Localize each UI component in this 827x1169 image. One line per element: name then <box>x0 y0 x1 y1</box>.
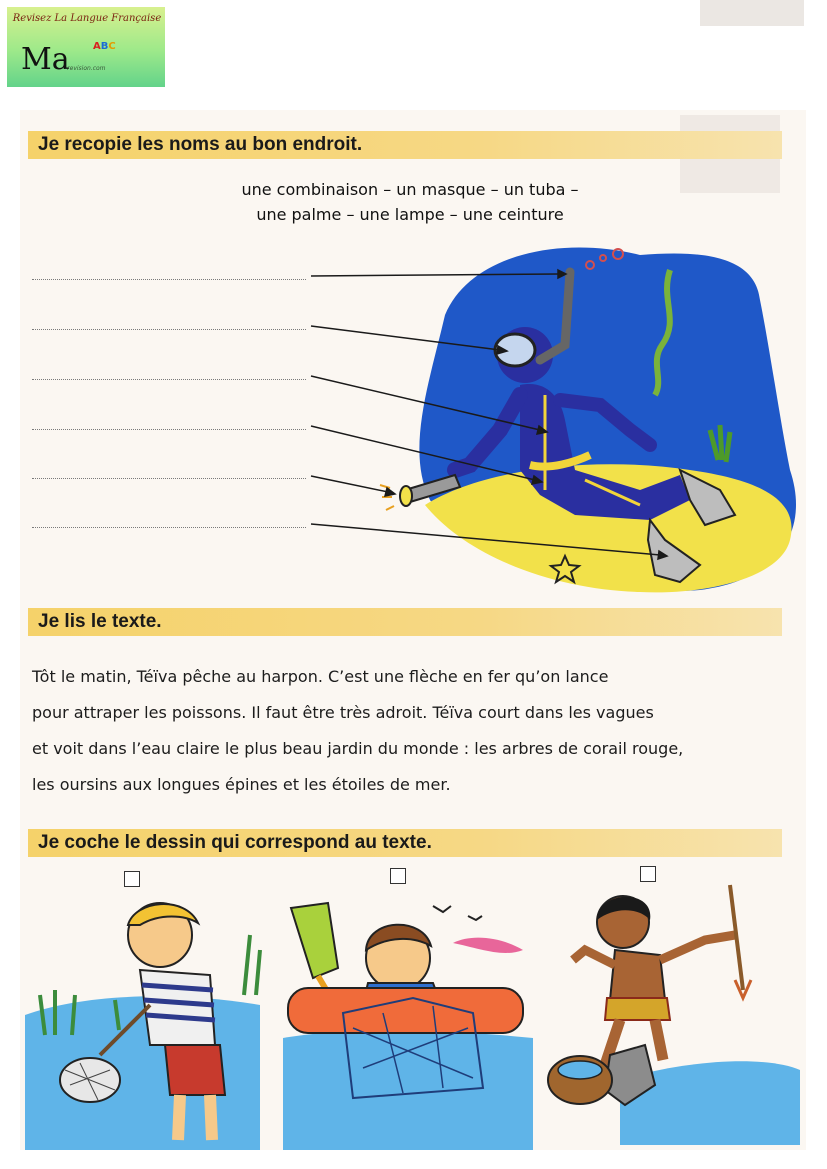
section-title-match: Je coche le dessin qui correspond au texte. <box>28 829 782 857</box>
reading-line-2: pour attraper les poissons. Il faut être très adroit. Téïva court dans les vagues <box>32 703 654 722</box>
boy-in-boat-illustration[interactable] <box>283 888 533 1150</box>
logo-letter-a: A <box>93 41 101 52</box>
reading-line-4: les oursins aux longues épines et les étoiles de mer. <box>32 775 451 794</box>
section-title-reading: Je lis le texte. <box>28 608 782 636</box>
reading-line-1: Tôt le matin, Téïva pêche au harpon. C’est une flèche en fer qu’on lance <box>32 667 609 686</box>
answer-line-1[interactable] <box>32 279 306 280</box>
word-bank-line-1: une combinaison – un masque – un tuba – <box>241 180 579 199</box>
answer-line-4[interactable] <box>32 429 306 430</box>
boy-with-net-illustration[interactable] <box>20 895 270 1150</box>
reading-text <box>32 659 772 803</box>
scan-edge-top <box>700 0 804 26</box>
boy-with-harpoon-illustration[interactable] <box>545 880 800 1145</box>
logo-domain: -revision.com <box>65 65 106 72</box>
answer-line-5[interactable] <box>32 478 306 479</box>
checkbox-picture-2[interactable] <box>390 868 406 884</box>
answer-line-2[interactable] <box>32 329 306 330</box>
answer-line-6[interactable] <box>32 527 306 528</box>
section-title-labels: Je recopie les noms au bon endroit. <box>28 131 782 159</box>
logo-ma: Ma <box>21 42 70 77</box>
reading-line-3: et voit dans l’eau claire le plus beau jardin du monde : les arbres de corail rouge, <box>32 739 684 758</box>
logo-letter-c: C <box>108 41 116 52</box>
checkbox-picture-1[interactable] <box>124 871 140 887</box>
word-bank-line-2: une palme – une lampe – une ceinture <box>256 205 564 224</box>
site-logo[interactable] <box>7 7 165 87</box>
logo-letter-b: B <box>100 41 109 52</box>
logo-tagline: Revisez La Langue Française <box>12 13 162 24</box>
answer-line-3[interactable] <box>32 379 306 380</box>
logo-abc <box>93 41 116 52</box>
